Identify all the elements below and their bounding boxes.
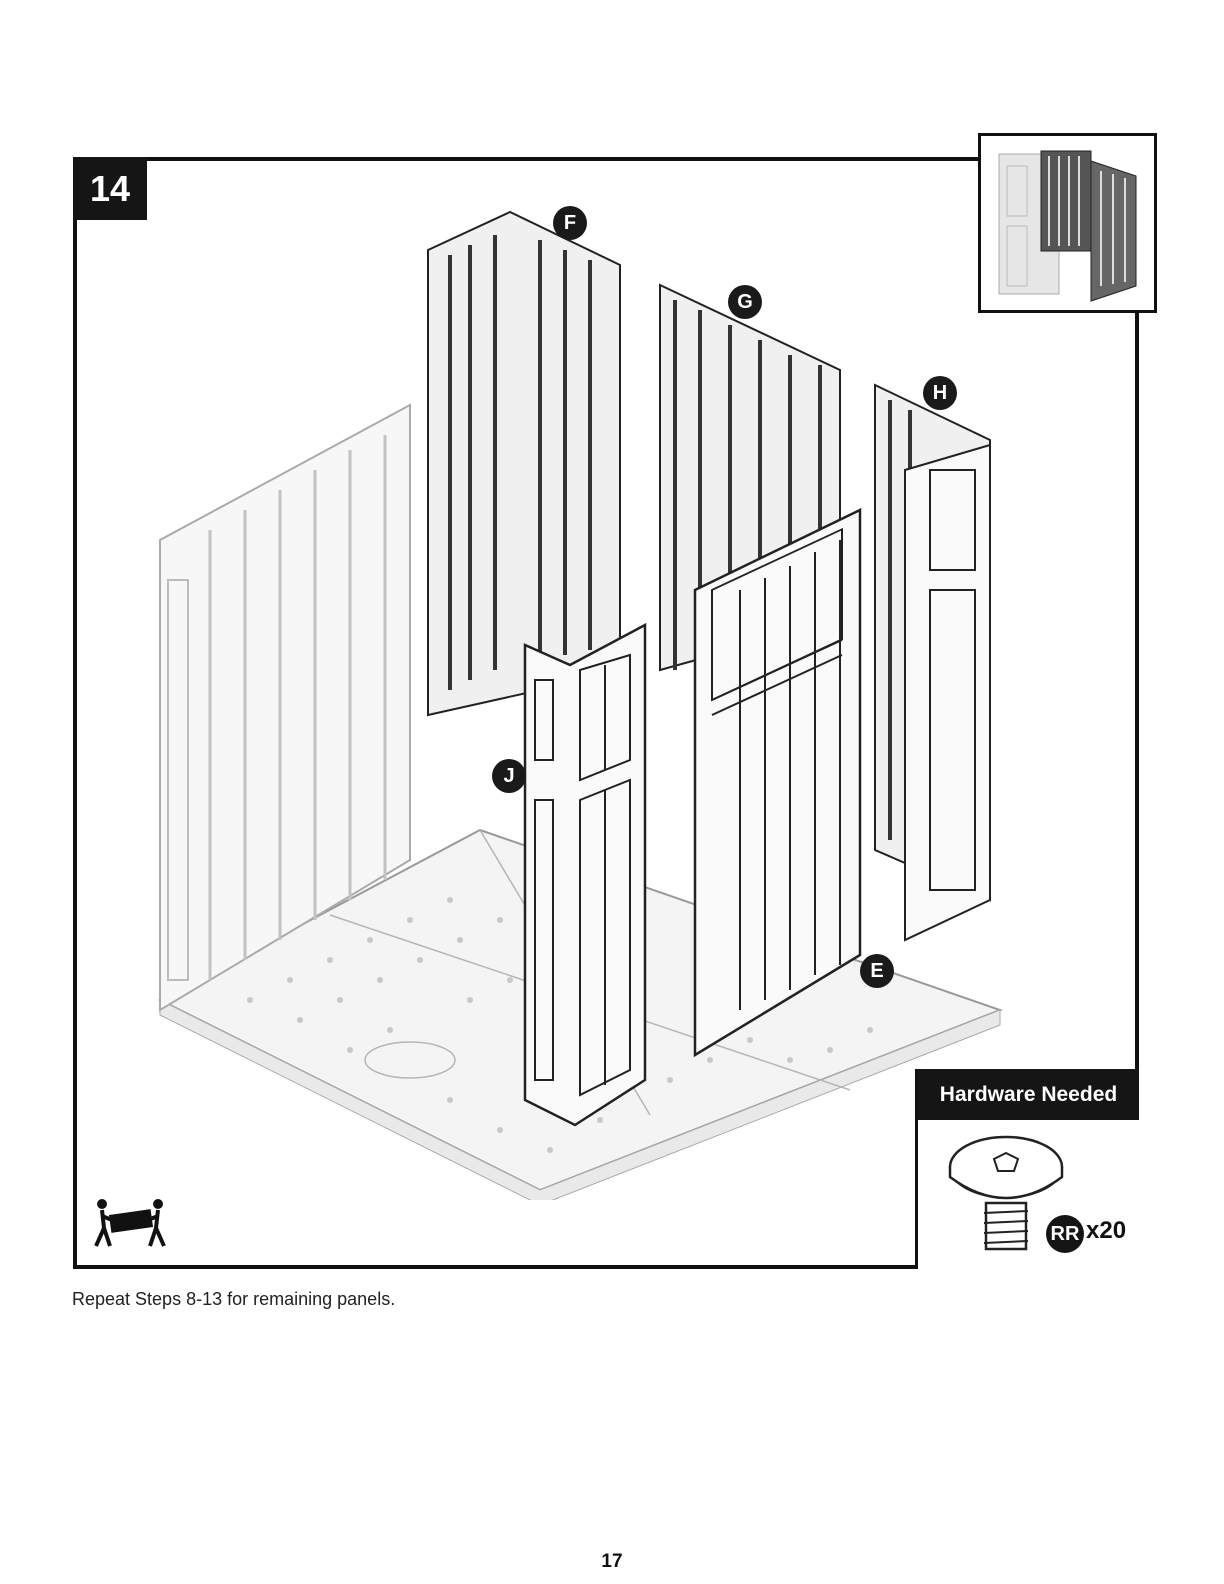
page-number: 17 <box>601 1551 623 1572</box>
shed-assembly-illustration <box>150 200 1010 1200</box>
panel-j <box>525 625 645 1125</box>
hardware-code-badge: RR <box>1046 1215 1084 1253</box>
hardware-quantity: x20 <box>1086 1217 1127 1244</box>
callout-f: F <box>553 206 587 240</box>
callout-e: E <box>860 954 894 988</box>
hardware-title: Hardware Needed <box>918 1069 1139 1120</box>
two-person-lift-icon <box>92 1198 170 1255</box>
callout-g: G <box>728 285 762 319</box>
callout-h: H <box>923 376 957 410</box>
step-instruction: Repeat Steps 8-13 for remaining panels. <box>72 1289 396 1309</box>
step-number-badge: 14 <box>73 157 147 220</box>
hardware-needed-box <box>915 1069 1139 1269</box>
callout-j: J <box>492 759 526 793</box>
